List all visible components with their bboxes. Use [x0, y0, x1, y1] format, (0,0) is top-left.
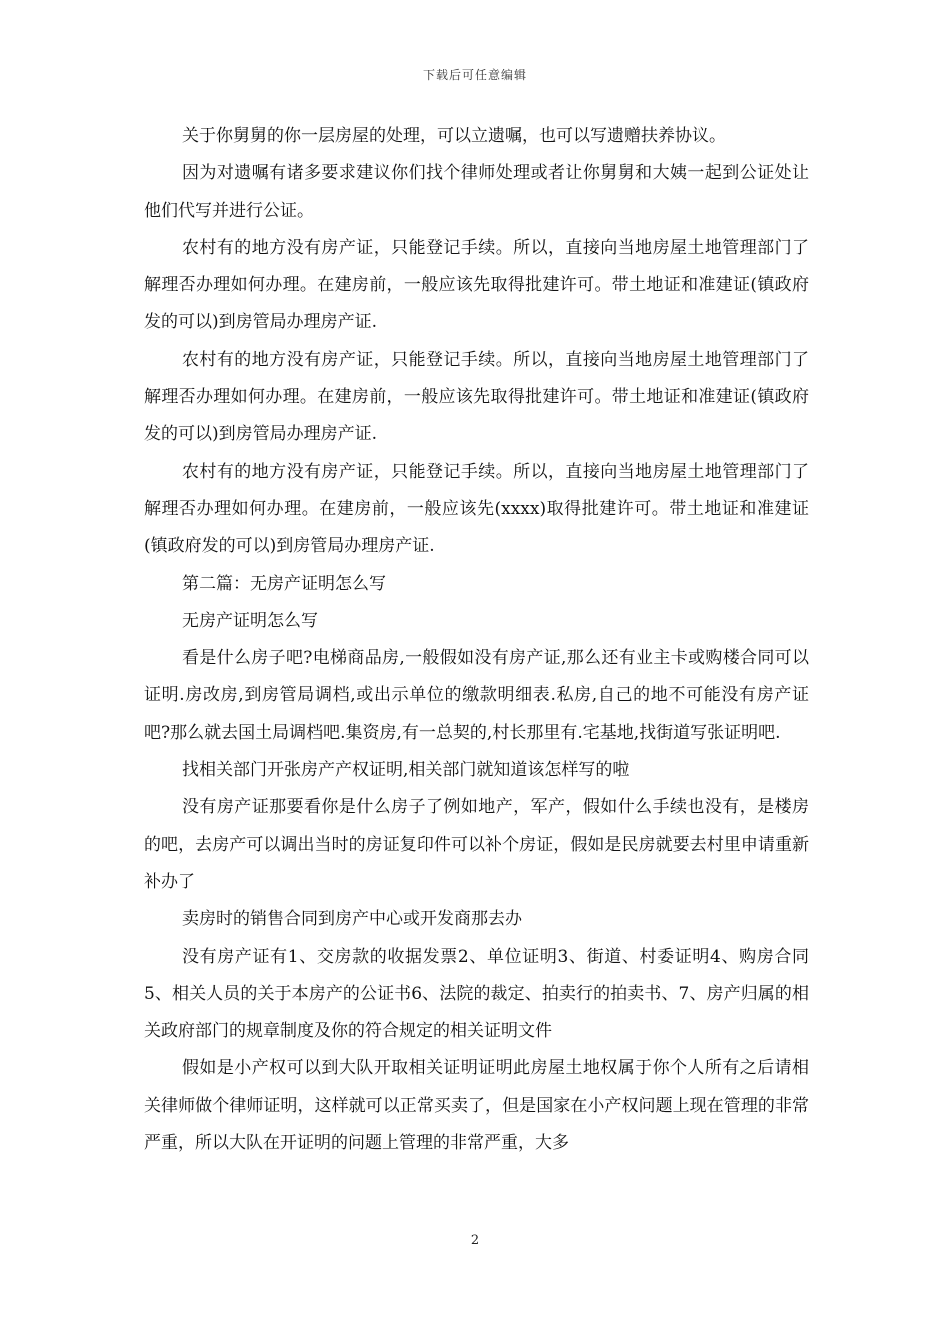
paragraph: 卖房时的销售合同到房产中心或开发商那去办	[182, 909, 522, 930]
section-subheading: 无房产证明怎么写	[182, 610, 318, 631]
paragraph: 因为对遗嘱有诸多要求建议你们找个律师处理或者让你舅舅和大姨一起到公证处让他们代写并进行公证。	[144, 163, 809, 221]
paragraph: 没有房产证有1、交房款的收据发票2、单位证明3、街道、村委证明4、购房合同5、相关人员的关于本房产的公证书6、法院的裁定、拍卖行的拍卖书、7、房产归属的相关政府部门的规章制度及你的符合规定的相关证明文件	[144, 946, 809, 1042]
paragraph: 假如是小产权可以到大队开取相关证明证明此房屋土地权属于你个人所有之后请相关律师做个律师证明，这样就可以正常买卖了，但是国家在小产权问题上现在管理的非常严重，所以大队在开证明的问题上管理的非常严重，大多	[144, 1058, 809, 1154]
paragraph: 农村有的地方没有房产证，只能登记手续。所以，直接向当地房屋土地管理部门了解理否办理如何办理。在建房前，一般应该先(xxxx)取得批建许可。带土地证和准建证(镇政府发的可以)到房管局办理房产证.	[144, 461, 809, 557]
paragraph: 找相关部门开张房产产权证明,相关部门就知道该怎样写的啦	[182, 760, 630, 781]
section-heading: 第二篇：无房产证明怎么写	[182, 573, 386, 594]
paragraph: 关于你舅舅的你一层房屋的处理，可以立遗嘱，也可以写遗赠扶养协议。	[182, 126, 726, 146]
paragraph: 看是什么房子吧?电梯商品房,一般假如没有房产证,那么还有业主卡或购楼合同可以证明.房改房,到房管局调档,或出示单位的缴款明细表.私房,自己的地不可能没有房产证吧?那么就去国土局调档吧.集资房,有一总契的,村长那里有.宅基地,找街道写张证明吧.	[144, 648, 809, 743]
paragraph: 农村有的地方没有房产证，只能登记手续。所以，直接向当地房屋土地管理部门了解理否办理如何办理。在建房前，一般应该先取得批建许可。带土地证和准建证(镇政府发的可以)到房管局办理房产证.	[144, 349, 809, 445]
paragraph: 农村有的地方没有房产证，只能登记手续。所以，直接向当地房屋土地管理部门了解理否办理如何办理。在建房前，一般应该先取得批建许可。带土地证和准建证(镇政府发的可以)到房管局办理房产证.	[144, 237, 809, 333]
page-header: 下载后可任意编辑	[422, 68, 527, 82]
document-body	[144, 118, 809, 1162]
paragraph: 没有房产证那要看你是什么房子了例如地产，军产，假如什么手续也没有，是楼房的吧，去房产可以调出当时的房证复印件可以补个房证，假如是民房就要去村里申请重新补办了	[144, 797, 809, 892]
page-number: 2	[470, 1233, 480, 1248]
